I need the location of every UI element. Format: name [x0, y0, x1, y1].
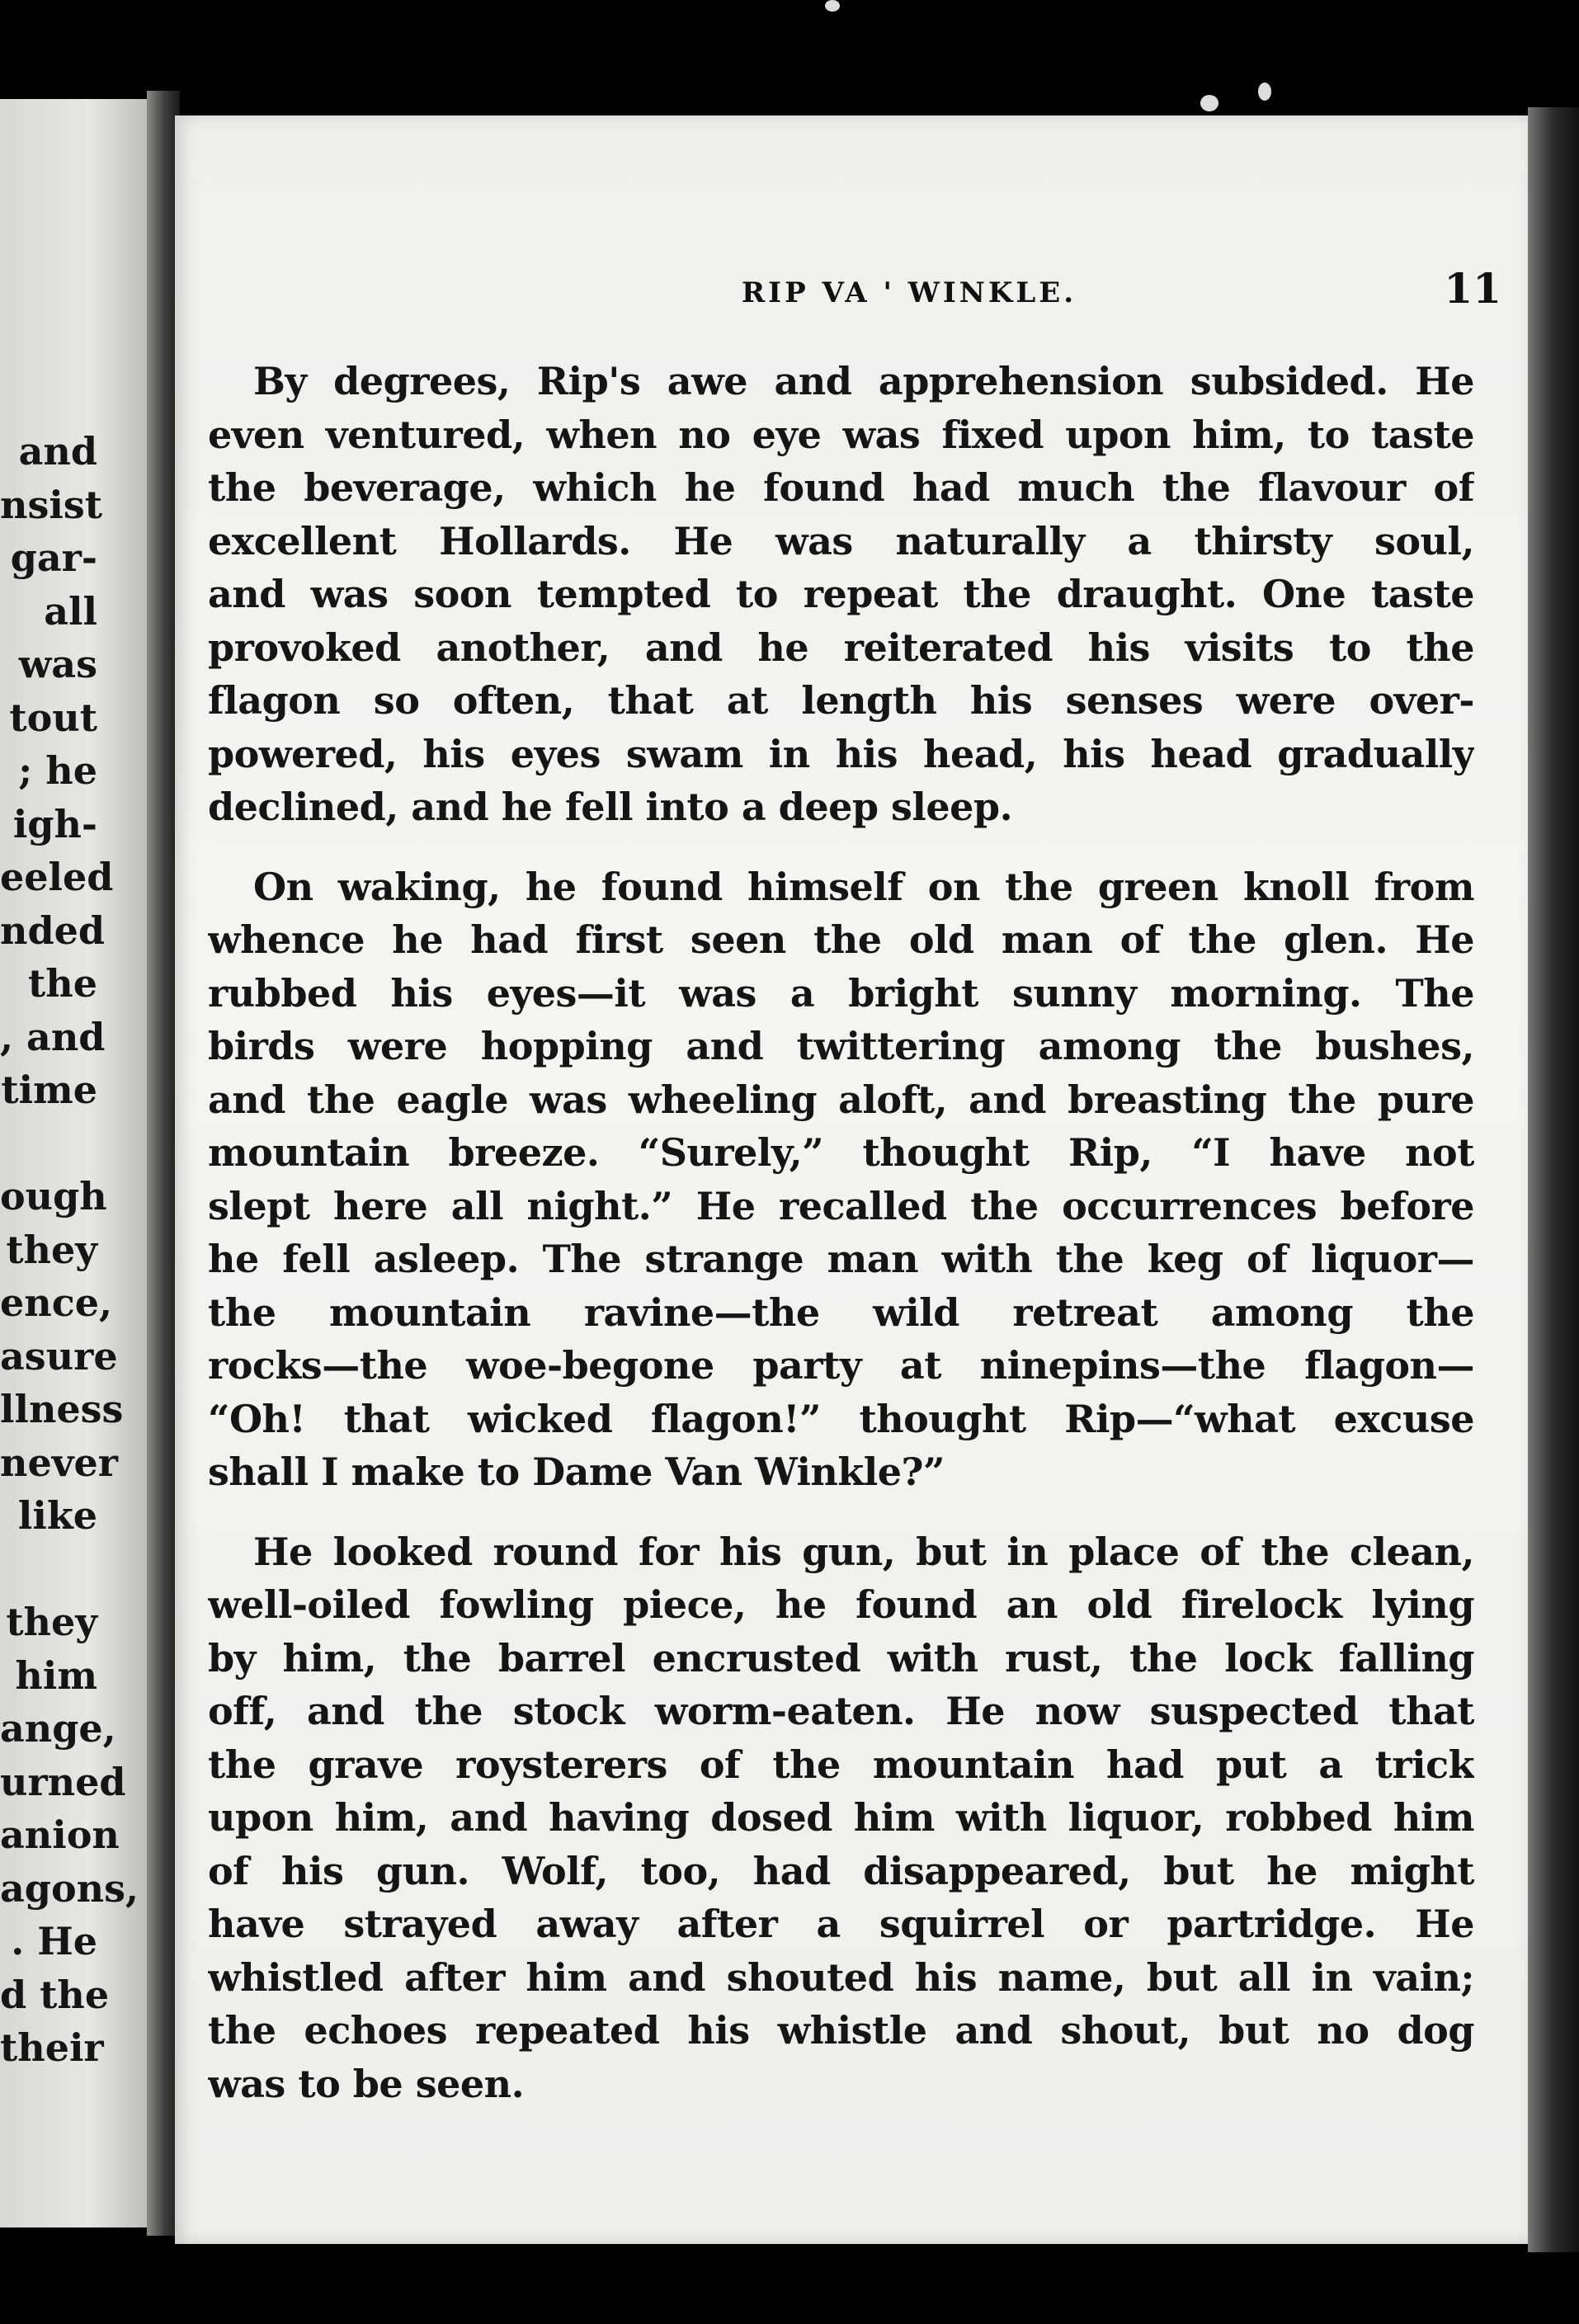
- text-line: he fell asleep. The strange man with the keg of liquor—: [208, 1237, 1474, 1281]
- left-page-fragment: . He: [11, 1919, 97, 1963]
- text-line: the grave roysterers of the mountain had put a trick: [208, 1742, 1474, 1787]
- text-line: the beverage, which he found had much the flavour of: [208, 465, 1474, 510]
- text-line: flagon so often, that at length his senses were over-: [208, 678, 1474, 723]
- left-page-fragment: anion: [0, 1813, 120, 1857]
- text-line: was to be seen.: [208, 2061, 525, 2106]
- left-page-fragment: tout: [9, 695, 97, 740]
- paragraph: [208, 860, 1474, 1499]
- text-line: excellent Hollards. He was naturally a thirsty soul,: [208, 518, 1474, 563]
- left-page-fragment: ough: [0, 1174, 107, 1219]
- text-line: off, and the stock worm-eaten. He now suspected that: [208, 1689, 1474, 1733]
- text-line: On waking, he found himself on the green knoll from: [253, 864, 1474, 909]
- text-line: provoked another, and he reiterated his visits to the: [208, 625, 1474, 670]
- left-page-fragment: their: [0, 2025, 104, 2070]
- left-page-fragment: [0, 1543, 148, 1596]
- text-line: By degrees, Rip's awe and apprehension subsided. He: [253, 359, 1474, 403]
- page-edge-shadow: [1528, 107, 1579, 2252]
- text-line: “Oh! that wicked flagon!” thought Rip—“what excuse: [208, 1396, 1474, 1441]
- text-line: and was soon tempted to repeat the draught. One taste: [208, 572, 1474, 616]
- scan-speck: [1258, 82, 1271, 101]
- left-page-fragment: never: [0, 1440, 118, 1485]
- left-page-fragment: agons,: [0, 1865, 139, 1911]
- text-line: the mountain ravine—the wild retreat among the: [208, 1289, 1474, 1335]
- text-line: rubbed his eyes—it was a bright sunny morning. The: [208, 970, 1474, 1016]
- left-page-fragment: all: [44, 588, 97, 634]
- left-page-fragment: nsist: [0, 482, 102, 527]
- left-page-fragment: was: [18, 642, 97, 686]
- left-page-fragment: eeled: [0, 855, 114, 899]
- scan-speck: [825, 0, 840, 12]
- left-page-text-fragments: [0, 425, 148, 2075]
- left-page-fragment: they: [6, 1600, 97, 1644]
- left-page-fragment: like: [17, 1493, 97, 1538]
- text-line: birds were hopping and twittering among the bushes,: [208, 1024, 1474, 1068]
- left-page-fragment: igh-: [12, 801, 97, 846]
- left-page-fragment: , and: [0, 1014, 106, 1059]
- paragraph-gap: [208, 834, 1474, 860]
- text-line: of his gun. Wolf, too, had disappeared, but he might: [208, 1848, 1474, 1893]
- text-line: powered, his eyes swam in his head, his head gradually: [208, 731, 1474, 776]
- running-title: RIP VA ' WINKLE.: [741, 276, 1077, 309]
- left-page-fragment: ange,: [0, 1706, 116, 1751]
- page-body: [208, 355, 1474, 2110]
- text-line: slept here all night.” He recalled the occurrences before: [208, 1183, 1474, 1228]
- left-page-fragment: ence,: [0, 1280, 113, 1325]
- text-line: the echoes repeated his whistle and shout, but no dog: [208, 2008, 1474, 2053]
- text-line: upon him, and having dosed him with liquor, robbed him: [208, 1795, 1474, 1840]
- paragraph-gap: [208, 1499, 1474, 1525]
- left-page-fragment: they: [6, 1227, 97, 1272]
- scan-speck: [1200, 95, 1218, 111]
- text-line: shall I make to Dame Van Winkle?”: [208, 1450, 945, 1494]
- left-page-fragment: the: [28, 961, 97, 1006]
- left-facing-page: [0, 99, 148, 2227]
- text-line: whistled after him and shouted his name, but all in vain;: [208, 1954, 1474, 2000]
- text-line: well-oiled fowling piece, he found an old firelock lying: [208, 1582, 1474, 1627]
- left-page-fragment: llness: [0, 1387, 124, 1431]
- text-line: and the eagle was wheeling aloft, and breasting the pure: [208, 1077, 1474, 1122]
- left-page-fragment: him: [15, 1652, 97, 1698]
- left-page-fragment: nded: [0, 907, 106, 953]
- left-page-fragment: and: [18, 429, 97, 474]
- right-page: [175, 115, 1528, 2244]
- text-line: even ventured, when no eye was fixed upon him, to taste: [208, 412, 1474, 457]
- paragraph: [208, 1525, 1474, 2111]
- text-line: declined, and he fell into a deep sleep.: [208, 785, 1013, 829]
- left-page-fragment: ; he: [18, 748, 97, 793]
- paragraph: [208, 355, 1474, 834]
- left-page-fragment: time: [1, 1068, 97, 1112]
- page-number: 11: [1444, 264, 1501, 313]
- text-line: rocks—the woe-begone party at ninepins—the flagon—: [208, 1343, 1474, 1388]
- left-page-fragment: urned: [0, 1759, 126, 1804]
- text-line: mountain breeze. “Surely,” thought Rip, “I have not: [208, 1130, 1474, 1175]
- left-page-fragment: gar-: [10, 535, 97, 580]
- text-line: have strayed away after a squirrel or partridge. He: [208, 1902, 1474, 1946]
- text-line: by him, the barrel encrusted with rust, the lock falling: [208, 1635, 1474, 1681]
- left-page-fragment: d the: [0, 1972, 110, 2017]
- left-page-fragment: [0, 1117, 148, 1171]
- text-line: He looked round for his gun, but in place of the clean,: [253, 1529, 1474, 1574]
- left-page-fragment: asure: [0, 1333, 118, 1379]
- text-line: whence he had first seen the old man of the glen. He: [208, 917, 1474, 962]
